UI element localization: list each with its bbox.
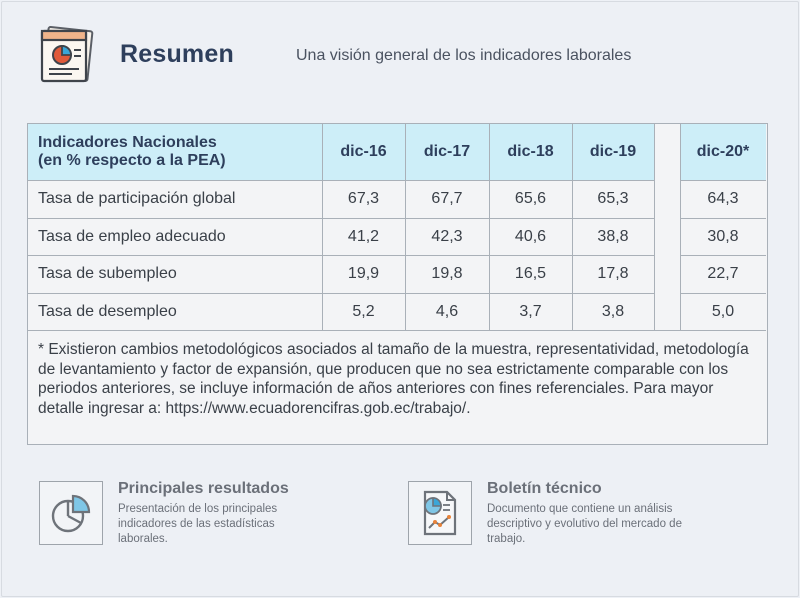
technical-bulletin-description: [487, 502, 682, 547]
table-cell: 5,2: [352, 302, 375, 320]
indicators-table: [27, 123, 768, 445]
row-label: Tasa de participación global: [38, 190, 236, 207]
description-line: Documento que contiene un análisis: [487, 503, 673, 515]
principal-results-link[interactable]: Principales resultados: [118, 480, 289, 497]
grid-line: [28, 218, 654, 219]
table-cell: 41,2: [347, 227, 380, 245]
description-line: descriptivo y evolutivo del mercado de: [487, 518, 682, 530]
table-cell: 22,7: [707, 265, 739, 282]
grid-line: [28, 255, 654, 256]
table-cell: 65,3: [597, 190, 629, 207]
table-cell: 4,6: [435, 302, 459, 320]
table-cell: 3,8: [601, 302, 625, 320]
methodology-note: * Existieron cambios metodológicos asociados al tamaño de la muestra, representatividad, metodología de levantamiento y factor de expansión, que producen que no sea estrictamente comparable con los periodos anteriores, se incluye información de años anteriores con fines referenciales. Para mayor detalle ingresar a: https://www.ecuadorencifras.gob.ec/trabajo/.: [38, 341, 749, 417]
column-header: dic-19: [572, 124, 654, 180]
table-cell: 19,8: [431, 265, 463, 282]
grid-line: [680, 218, 766, 219]
grid-line: [28, 293, 654, 294]
grid-line: [680, 124, 681, 330]
header-label-line2: (en % respecto a la PEA): [38, 152, 226, 169]
table-cell: 38,8: [597, 227, 629, 245]
row-label: Tasa de desempleo: [38, 302, 177, 320]
grid-line: [28, 180, 654, 181]
table-cell: 67,7: [431, 190, 463, 207]
table-cell: 5,0: [711, 302, 735, 320]
grid-line: [680, 180, 766, 181]
technical-bulletin-icon-box[interactable]: [408, 481, 472, 545]
table-cell: 17,8: [597, 265, 629, 282]
row-label: Tasa de empleo adecuado: [38, 227, 226, 245]
grid-line: [489, 124, 490, 330]
column-header: dic-17: [405, 124, 489, 180]
description-line: laborales.: [118, 533, 168, 545]
report-chart-icon: [36, 26, 96, 84]
table-cell: 19,9: [347, 265, 380, 282]
principal-results-description: [118, 502, 277, 547]
column-header: dic-16: [322, 124, 405, 180]
grid-line: [680, 255, 766, 256]
grid-line: [654, 124, 655, 330]
description-line: trabajo.: [487, 533, 526, 545]
table-cell: 65,6: [514, 190, 547, 207]
grid-line: [680, 293, 766, 294]
grid-line: [405, 124, 406, 330]
grid-line: [28, 330, 766, 331]
technical-bulletin-link[interactable]: Boletín técnico: [487, 480, 602, 497]
table-cell: 64,3: [707, 190, 739, 207]
document-chart-icon: [409, 482, 470, 543]
table-cell: 3,7: [519, 302, 542, 320]
pie-chart-icon: [40, 482, 101, 543]
description-line: Presentación de los principales: [118, 503, 278, 515]
row-label: Tasa de subempleo: [38, 265, 177, 282]
principal-results-icon-box[interactable]: [39, 481, 103, 545]
grid-line: [322, 124, 323, 330]
table-header-label: [28, 124, 322, 180]
table-cell: 42,3: [431, 227, 463, 245]
page-title: Resumen: [120, 40, 234, 68]
table-cell: 67,3: [347, 190, 380, 207]
table-cell: 16,5: [514, 265, 547, 282]
column-header: dic-18: [489, 124, 572, 180]
header-label-line1: Indicadores Nacionales: [38, 134, 217, 151]
description-line: indicadores de las estadísticas: [118, 518, 275, 530]
grid-line: [572, 124, 573, 330]
table-cell: 30,8: [707, 227, 739, 245]
column-header: dic-20*: [680, 124, 766, 180]
page-subtitle: Una visión general de los indicadores laborales: [296, 47, 632, 64]
column-gap: [654, 124, 680, 330]
table-cell: 40,6: [514, 227, 547, 245]
